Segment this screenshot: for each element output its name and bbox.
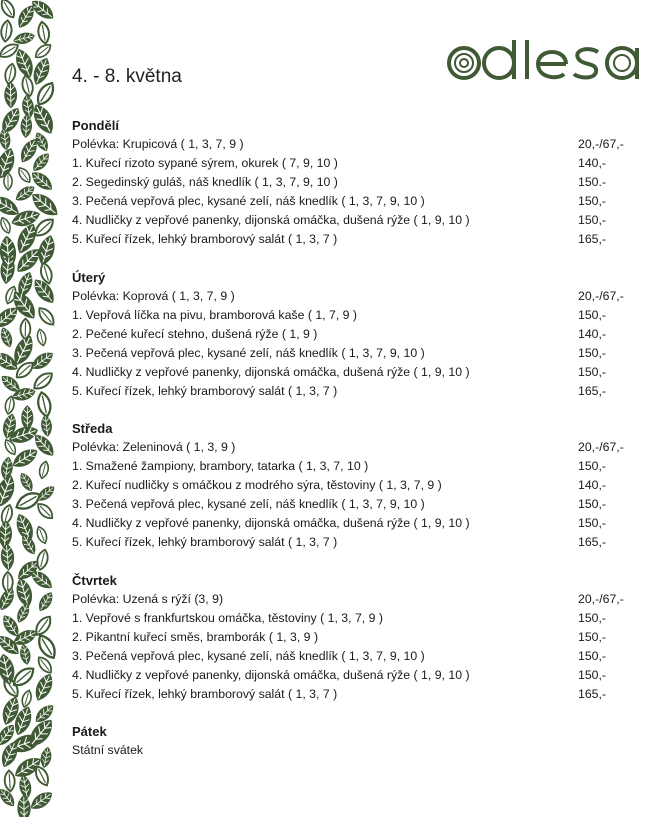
day-heading: Úterý: [72, 269, 106, 285]
leaf-icon: [17, 774, 33, 800]
leaf-icon: [0, 20, 13, 42]
dish-name: 2. Kuřecí nudličky s omáčkou z modrého sýra, těstoviny ( 1, 3, 7, 9 ): [72, 478, 442, 492]
dish-name: Polévka: Koprová ( 1, 3, 7, 9 ): [72, 288, 235, 303]
dish-name: 4. Nudličky z vepřové panenky, dijonská omáčka, dušená rýže ( 1, 9, 10 ): [72, 667, 470, 682]
menu-item: [72, 495, 642, 514]
dish-price: 150,-: [578, 516, 607, 530]
menu-item: [72, 230, 642, 249]
menu-item: [72, 514, 642, 533]
leaf-icon: [3, 63, 17, 85]
leaf-icon: [16, 166, 33, 185]
dish-price: 20,-/67,-: [578, 440, 624, 454]
leaf-icon: [4, 396, 15, 415]
leaf-icon: [17, 795, 31, 817]
menu-item: [72, 457, 642, 476]
day-section: [72, 572, 642, 704]
weekly-menu: [72, 117, 642, 780]
dish-price: 150,-: [578, 497, 607, 511]
dish-price: 150,-: [578, 307, 607, 322]
leaf-icon: [35, 525, 49, 544]
menu-item: [72, 476, 642, 495]
dish-price: 150.-: [578, 175, 607, 189]
dish-name: 4. Nudličky z vepřové panenky, dijonská omáčka, dušená rýže ( 1, 9, 10 ): [72, 364, 470, 379]
dish-price: 150,-: [578, 194, 607, 208]
menu-item: [72, 628, 642, 647]
menu-item: [72, 192, 642, 211]
dish-price: 150,-: [578, 629, 607, 644]
dish-price: 150,-: [578, 345, 607, 360]
dish-name: 4. Nudličky z vepřové panenky, dijonská omáčka, dušená rýže ( 1, 9, 10 ): [72, 213, 470, 227]
dish-name: 3. Pečená vepřová plec, kysané zelí, náš knedlík ( 1, 3, 7, 9, 10 ): [72, 194, 425, 208]
menu-item: [72, 287, 642, 306]
dish-price: 150,-: [578, 667, 607, 682]
dish-name: Polévka: Krupicová ( 1, 3, 7, 9 ): [72, 137, 244, 151]
dish-name: 1. Smažené žampiony, brambory, tatarka ( 1, 3, 7, 10 ): [72, 459, 369, 473]
dish-price: 150,-: [578, 213, 607, 227]
dish-price: 20,-/67,-: [578, 591, 624, 606]
dish-name: 5. Kuřecí řízek, lehký bramborový salát ( 1, 3, 7 ): [72, 686, 338, 701]
menu-item: [72, 666, 642, 685]
dish-price: 165,-: [578, 686, 607, 701]
leaf-icon: [10, 664, 37, 689]
dish-price: 20,-/67,-: [578, 137, 624, 151]
leaf-icon: [0, 216, 13, 235]
leaf-icon: [33, 42, 53, 61]
menu-item: [72, 382, 642, 401]
dish-price: 20,-/67,-: [578, 288, 624, 303]
menu-item: [72, 363, 642, 382]
leaf-icon: [40, 414, 53, 437]
dish-price: 140,-: [578, 326, 607, 341]
dish-name: 1. Kuřecí rizoto sypané sýrem, okurek ( 7, 9, 10 ): [72, 156, 338, 170]
dish-name: 4. Nudličky z vepřové panenky, dijonská omáčka, dušená rýže ( 1, 9, 10 ): [72, 516, 470, 530]
leaf-icon: [4, 173, 12, 190]
dish-price: 165,-: [578, 232, 607, 246]
leaf-icon: [35, 501, 56, 522]
leaf-icon: [28, 348, 56, 373]
leaf-icon: [37, 21, 51, 44]
leaf-icon: [32, 614, 54, 638]
dish-name: Polévka: Zeleninová ( 1, 3, 9 ): [72, 440, 236, 454]
leaf-icon: [31, 369, 55, 392]
day-heading: Středa: [72, 421, 113, 436]
dish-price: 150,-: [578, 459, 607, 473]
dish-price: 150,-: [578, 648, 607, 663]
leaf-icon: [27, 788, 55, 813]
leaf-icon: [20, 75, 34, 98]
dish-name: 5. Kuřecí řízek, lehký bramborový salát ( 1, 3, 7 ): [72, 535, 338, 549]
leaf-icon: [4, 81, 17, 108]
dish-name: 5. Kuřecí řízek, lehký bramborový salát ( 1, 3, 7 ): [72, 383, 338, 398]
leaf-icon: [20, 689, 33, 708]
dish-name: 3. Pečená vepřová plec, kysané zelí, náš knedlík ( 1, 3, 7, 9, 10 ): [72, 648, 425, 663]
leaf-icon: [20, 114, 33, 138]
dish-name: 3. Pečená vepřová plec, kysané zelí, náš knedlík ( 1, 3, 7, 9, 10 ): [72, 497, 425, 511]
leaf-border-decoration: [0, 0, 62, 817]
leaf-icon: [0, 326, 15, 350]
dish-price: 140,-: [578, 478, 607, 492]
leaf-icon: [35, 589, 56, 613]
dish-name: 1. Vepřová líčka na pivu, bramborová kaše ( 1, 7, 9 ): [72, 307, 358, 322]
day-section: [72, 269, 642, 401]
menu-item: [72, 344, 642, 363]
menu-item: [72, 306, 642, 325]
leaf-icon: [18, 643, 32, 666]
leaf-icon: [0, 585, 18, 613]
dish-price: 150,-: [578, 610, 607, 625]
leaf-icon: [0, 146, 18, 181]
menu-item: [72, 135, 642, 154]
leaf-icon: [38, 460, 50, 479]
day-section: [72, 117, 642, 249]
day-heading: Pátek: [72, 724, 107, 739]
dish-price: 165,-: [578, 383, 607, 398]
day-heading: Čtvrtek: [72, 572, 117, 588]
leaf-icon: [9, 445, 41, 472]
dish-name: 2. Pečené kuřecí stehno, dušená rýže ( 1, 9 ): [72, 326, 318, 341]
dish-name: 3. Pečená vepřová plec, kysané zelí, náš knedlík ( 1, 3, 7, 9, 10 ): [72, 345, 425, 360]
menu-item: [72, 533, 642, 552]
leaf-icon: [0, 473, 19, 509]
day-section: [72, 723, 642, 760]
page-title: 4. - 8. května: [72, 66, 182, 87]
leaf-icon: [36, 328, 48, 346]
dish-price: 150,-: [578, 364, 607, 379]
menu-item: [72, 438, 642, 457]
menu-item: [72, 154, 642, 173]
leaf-icon: [36, 391, 53, 418]
dish-price: 140,-: [578, 156, 607, 170]
leaf-icon: [13, 576, 35, 609]
leaf-icon: [4, 770, 15, 792]
dish-name: 2. Segedinský guláš, náš knedlík ( 1, 3, 7, 9, 10 ): [72, 175, 338, 189]
dish-name: 5. Kuřecí řízek, lehký bramborový salát ( 1, 3, 7 ): [72, 232, 338, 246]
dish-name: Polévka: Uzená s rýží (3, 9): [72, 591, 224, 606]
menu-item: [72, 685, 642, 704]
leaf-icon: [17, 470, 36, 493]
day-note: Státní svátek: [72, 743, 144, 757]
leaf-icon: [0, 543, 15, 571]
dish-name: 2. Pikantní kuřecí směs, bramborák ( 1, 3, 9 ): [72, 629, 319, 644]
dish-price: 165,-: [578, 535, 607, 549]
menu-item: [72, 609, 642, 628]
menu-item: [72, 325, 642, 344]
leaf-icon: [31, 671, 57, 704]
leaf-icon: [0, 0, 18, 20]
leaf-icon: [21, 405, 33, 430]
menu-item: [72, 647, 642, 666]
odlesa-logo: [446, 38, 646, 84]
day-heading: Pondělí: [72, 118, 119, 133]
dish-name: 1. Vepřové s frankfurtskou omáčka, těstoviny ( 1, 3, 7, 9 ): [72, 610, 383, 625]
menu-item: [72, 211, 642, 230]
menu-item: [72, 173, 642, 192]
leaf-icon: [36, 305, 58, 328]
leaf-icon: [39, 746, 53, 769]
menu-item: [72, 590, 642, 609]
day-section: [72, 420, 642, 552]
